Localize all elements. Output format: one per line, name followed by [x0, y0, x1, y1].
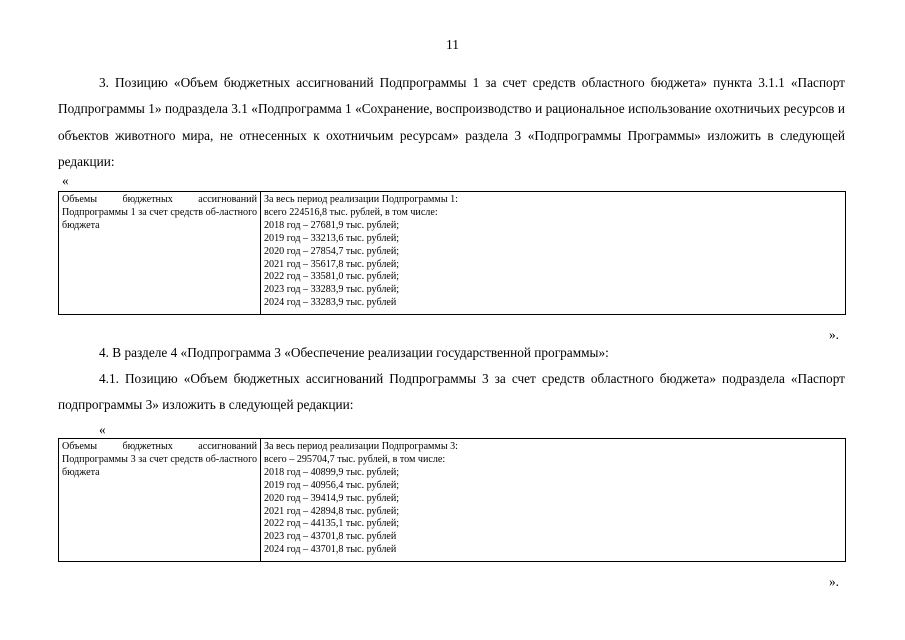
table-2-open-quote: «: [99, 422, 106, 437]
table-1-line: За весь период реализации Подпрограммы 1:: [264, 194, 458, 205]
table-1: [58, 191, 846, 315]
table-2-line: 2019 год – 40956,4 тыс. рублей;: [264, 479, 400, 491]
table-2-line: 2018 год – 40899,9 тыс. рублей;: [264, 466, 400, 478]
item-4-1-line: «Паспорт подпрограммы 3» изложить в следующей редакции:: [58, 371, 845, 413]
table-2-close-quote: ».: [829, 574, 839, 589]
item-3-line: «Подпрограммы Программы» изложить в следующей редакции:: [58, 127, 846, 169]
page-number: 11: [446, 37, 459, 52]
item-4-1-line: 4.1. Позицию «Объем бюджетных ассигнований Подпрограммы 3 за счет средств областного бюджета» подраздела: [99, 371, 785, 386]
table-2: [58, 438, 846, 562]
table-1-line: 2023 год – 33283,9 тыс. рублей;: [264, 284, 400, 296]
table-2-line: За весь период реализации Подпрограммы 3:: [264, 441, 458, 452]
item-3-line: использование охотничьих ресурсов и объектов животного мира, не отнесенных к охотничьим ресурсам» раздела 3: [58, 101, 845, 143]
table-1-line: 2021 год – 35617,8 тыс. рублей;: [264, 258, 400, 270]
table-1-line: 2019 год – 33213,6 тыс. рублей;: [264, 232, 400, 244]
table-2-line: 2022 год – 44135,1 тыс. рублей;: [264, 518, 400, 530]
table-row: [59, 192, 846, 315]
item-3-line: «Паспорт Подпрограммы 1» подраздела 3.1 «Подпрограмма 1 «Сохранение, воспроизводство и рациональное: [58, 75, 845, 117]
table-2-line: 2020 год – 39414,9 тыс. рублей;: [264, 492, 400, 504]
item-4-1-paragraph: [58, 366, 845, 419]
table-2-value-cell: [261, 439, 846, 562]
table-1-label-cell: Объемы бюджетных ассигнований Подпрограммы 1 за счет средств об-ластного бюджета: [59, 192, 261, 315]
table-1-line: всего 224516,8 тыс. рублей, в том числе:: [264, 206, 438, 218]
table-1-open-quote: «: [62, 173, 69, 188]
table-2-line: всего – 295704,7 тыс. рублей, в том числе:: [264, 453, 446, 465]
table-1-value-cell: [261, 192, 846, 315]
table-2-line: 2024 год – 43701,8 тыс. рублей: [264, 544, 397, 556]
table-1-line: 2018 год – 27681,9 тыс. рублей;: [264, 219, 400, 231]
table-2-line: 2023 год – 43701,8 тыс. рублей: [264, 531, 397, 543]
table-2-line: 2021 год – 42894,8 тыс. рублей;: [264, 505, 400, 517]
item-3-paragraph: [58, 70, 845, 175]
table-1-close-quote: ».: [829, 327, 839, 342]
table-2-label-cell: Объемы бюджетных ассигнований Подпрограммы 3 за счет средств об-ластного бюджета: [59, 439, 261, 562]
item-3-line: 3. Позицию «Объем бюджетных ассигнований Подпрограммы 1 за счет средств областного бюджета» пункта 3.1.1: [99, 75, 785, 90]
item-4-paragraph: 4. В разделе 4 «Подпрограмма 3 «Обеспечение реализации государственной программы»:: [99, 345, 609, 360]
table-1-line: 2024 год – 33283,9 тыс. рублей: [264, 297, 397, 309]
table-1-line: 2022 год – 33581,0 тыс. рублей;: [264, 271, 400, 283]
table-row: [59, 439, 846, 562]
table-1-line: 2020 год – 27854,7 тыс. рублей;: [264, 245, 400, 257]
